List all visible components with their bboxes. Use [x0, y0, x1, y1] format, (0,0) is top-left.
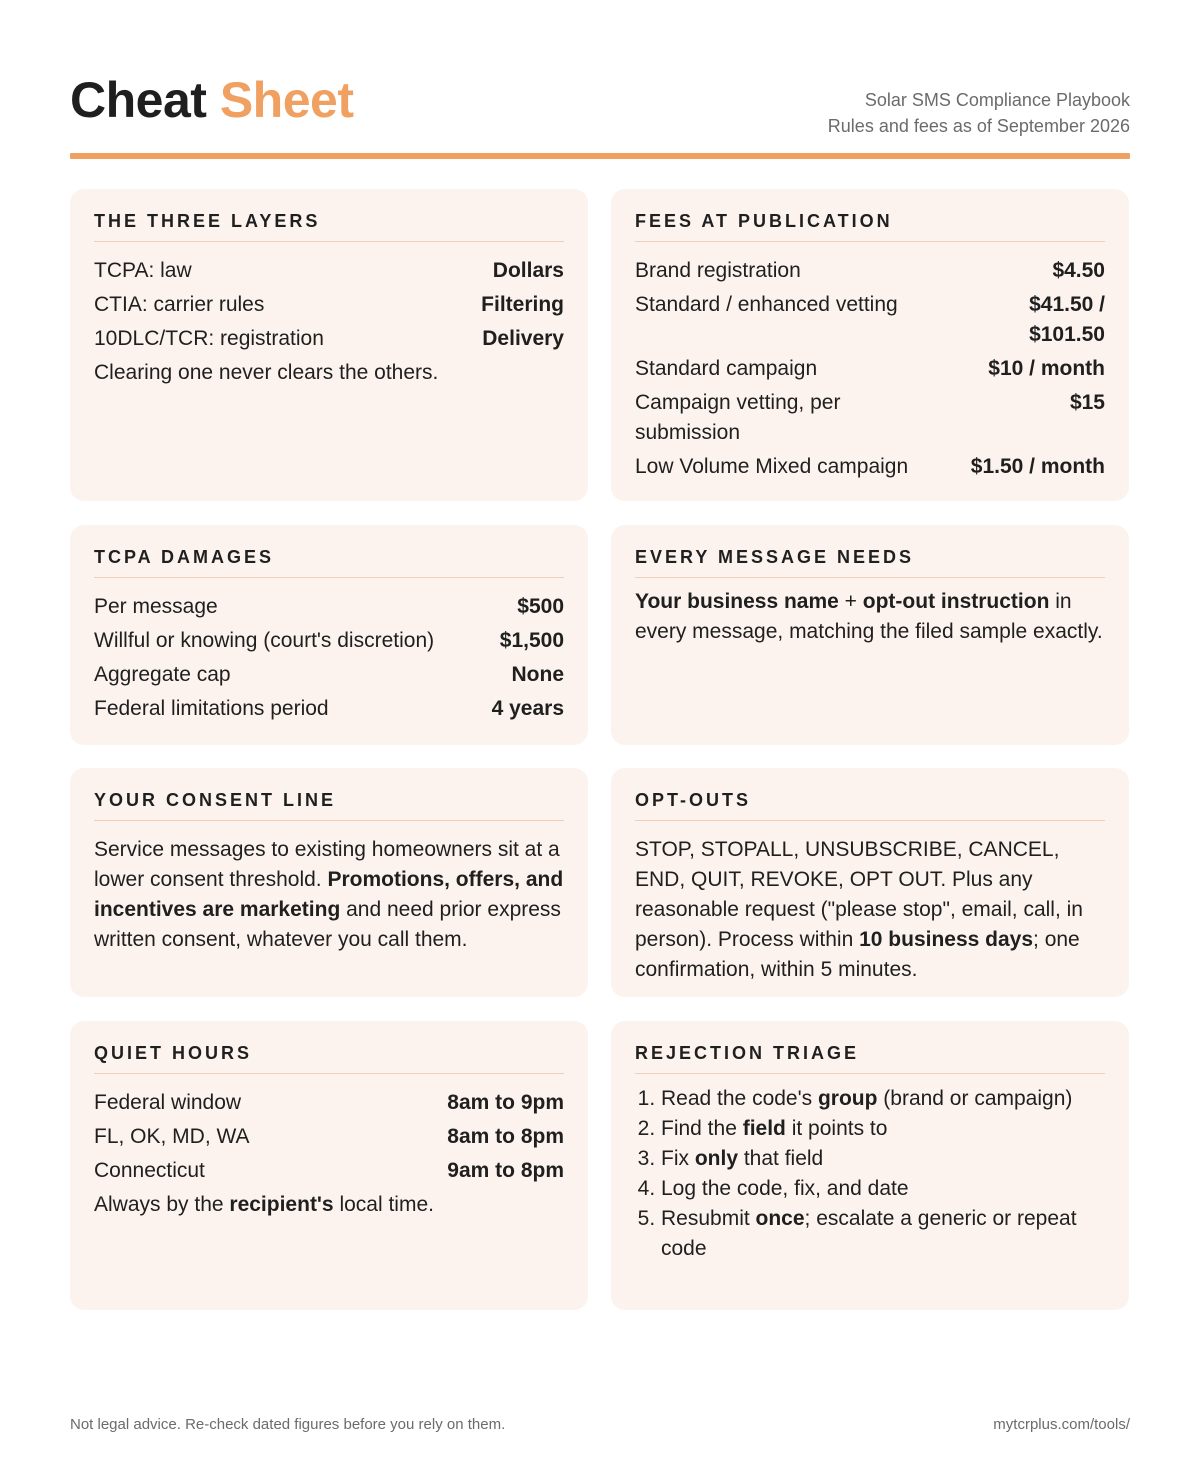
damage-row — [94, 626, 564, 656]
consent-bold: Promotions, offers, and incentives are marketing — [94, 868, 564, 921]
row-value: $1.50 / month — [970, 455, 1105, 478]
row-label: Campaign vetting, per submission — [635, 391, 841, 444]
card-heading: REJECTION TRIAGE — [635, 1021, 1105, 1074]
layer-row — [94, 324, 564, 354]
row-value: 8am to 9pm — [447, 1091, 564, 1114]
step-post: (brand or campaign) — [877, 1087, 1073, 1110]
row-label: CTIA: carrier rules — [94, 293, 265, 316]
card-heading: QUIET HOURS — [94, 1021, 564, 1074]
triage-step — [661, 1204, 1105, 1264]
footer-disclaimer: Not legal advice. Re-check dated figures before you rely on them. — [70, 1416, 506, 1433]
note-bold: recipient's — [229, 1193, 334, 1216]
row-label: Per message — [94, 595, 218, 618]
title-main: Cheat — [70, 72, 207, 128]
step-pre: Resubmit — [661, 1207, 756, 1230]
row-value: Filtering — [481, 293, 564, 316]
row-value: $500 — [517, 595, 564, 618]
page-header — [70, 70, 1130, 136]
fee-row — [635, 388, 1105, 448]
card-heading: YOUR CONSENT LINE — [94, 768, 564, 821]
fee-row — [635, 354, 1105, 384]
row-label: Standard campaign — [635, 357, 818, 380]
step-bold: field — [742, 1117, 786, 1140]
triage-step — [661, 1144, 1105, 1174]
fee-row — [635, 290, 1105, 350]
step-post: that field — [738, 1147, 824, 1170]
page-title — [70, 70, 354, 130]
row-value: $10 / month — [988, 357, 1105, 380]
optouts-text — [635, 835, 1105, 985]
damage-row — [94, 694, 564, 724]
quiet-row — [94, 1156, 564, 1186]
step-pre: Find the — [661, 1117, 743, 1140]
note-post: local time. — [333, 1193, 434, 1216]
triage-steps — [635, 1084, 1105, 1264]
optouts-text-2: ; one confirmation, within 5 minutes. — [635, 928, 1080, 981]
row-label: 10DLC/TCR: registration — [94, 327, 324, 350]
step-bold: group — [817, 1087, 878, 1110]
card-heading: FEES AT PUBLICATION — [635, 189, 1105, 242]
card-consent-line — [70, 768, 588, 997]
triage-step — [661, 1114, 1105, 1144]
quiet-note — [94, 1190, 564, 1220]
title-accent: Sheet — [219, 72, 354, 128]
row-value: Delivery — [482, 327, 564, 350]
row-label: Aggregate cap — [94, 663, 231, 686]
triage-step — [661, 1084, 1105, 1114]
row-label: Low Volume Mixed campaign — [635, 455, 909, 478]
card-heading: EVERY MESSAGE NEEDS — [635, 525, 1105, 578]
layers-note: Clearing one never clears the others. — [94, 361, 439, 384]
needs-text-2: in every message, matching the filed sample exactly. — [635, 590, 1103, 643]
row-value: $1,500 — [499, 629, 564, 652]
damage-row — [94, 660, 564, 690]
row-label: FL, OK, MD, WA — [94, 1125, 250, 1148]
card-heading: THE THREE LAYERS — [94, 189, 564, 242]
consent-text-2: and need prior express written consent, whatever you call them. — [94, 898, 561, 951]
layer-row — [94, 256, 564, 286]
footer-url: mytcrplus.com/tools/ — [993, 1416, 1130, 1433]
row-value: $15 — [1069, 391, 1105, 414]
row-value: None — [511, 663, 564, 686]
row-label: Connecticut — [94, 1159, 205, 1182]
row-value: $41.50 / $101.50 — [1029, 293, 1105, 346]
row-label: Standard / enhanced vetting — [635, 293, 898, 316]
consent-text-1: Service messages to existing homeowners sit at a lower consent threshold. — [94, 838, 560, 891]
header-rule — [70, 153, 1130, 159]
consent-text — [94, 835, 564, 955]
card-fees — [611, 189, 1129, 501]
step-post: it points to — [785, 1117, 888, 1140]
row-value: Dollars — [492, 259, 564, 282]
row-value: 9am to 8pm — [447, 1159, 564, 1182]
step-bold: only — [694, 1147, 738, 1170]
needs-text-1: + — [838, 590, 863, 613]
needs-bold-1: Your business name — [635, 590, 839, 613]
step-pre: Read the code's — [661, 1087, 818, 1110]
card-heading: OPT-OUTS — [635, 768, 1105, 821]
step-bold: once — [755, 1207, 805, 1230]
card-three-layers — [70, 189, 588, 501]
fee-row — [635, 256, 1105, 286]
subtitle-line-1: Solar SMS Compliance Playbook — [864, 90, 1130, 110]
triage-step — [661, 1174, 1105, 1204]
row-value: 4 years — [491, 697, 564, 720]
card-message-needs — [611, 525, 1129, 745]
row-label: TCPA: law — [94, 259, 192, 282]
subtitle-line-2: Rules and fees as of September 2026 — [827, 116, 1130, 136]
layer-row — [94, 290, 564, 320]
card-tcpa-damages — [70, 525, 588, 745]
card-rejection-triage — [611, 1021, 1129, 1310]
row-value: 8am to 8pm — [447, 1125, 564, 1148]
row-value: $4.50 — [1052, 259, 1105, 282]
card-heading: TCPA DAMAGES — [94, 525, 564, 578]
optouts-text-1: STOP, STOPALL, UNSUBSCRIBE, CANCEL, END, QUIT, REVOKE, OPT OUT. Plus any reasonable request ("please stop", email, call, in person). Process within — [635, 838, 1083, 951]
page-subtitle — [828, 87, 1130, 139]
row-label: Federal window — [94, 1091, 242, 1114]
row-label: Federal limitations period — [94, 697, 329, 720]
optouts-bold: 10 business days — [859, 928, 1034, 951]
step-pre: Log the code, fix, and date — [661, 1177, 909, 1200]
step-pre: Fix — [661, 1147, 695, 1170]
step-post: ; escalate a generic or repeat code — [661, 1207, 1077, 1260]
card-quiet-hours — [70, 1021, 588, 1310]
quiet-row — [94, 1122, 564, 1152]
damage-row — [94, 592, 564, 622]
needs-bold-2: opt-out instruction — [862, 590, 1050, 613]
row-label: Willful or knowing (court's discretion) — [94, 629, 435, 652]
fee-row — [635, 452, 1105, 482]
card-opt-outs — [611, 768, 1129, 997]
needs-text — [635, 587, 1105, 647]
quiet-row — [94, 1088, 564, 1118]
note-pre: Always by the — [94, 1193, 230, 1216]
row-label: Brand registration — [635, 259, 801, 282]
